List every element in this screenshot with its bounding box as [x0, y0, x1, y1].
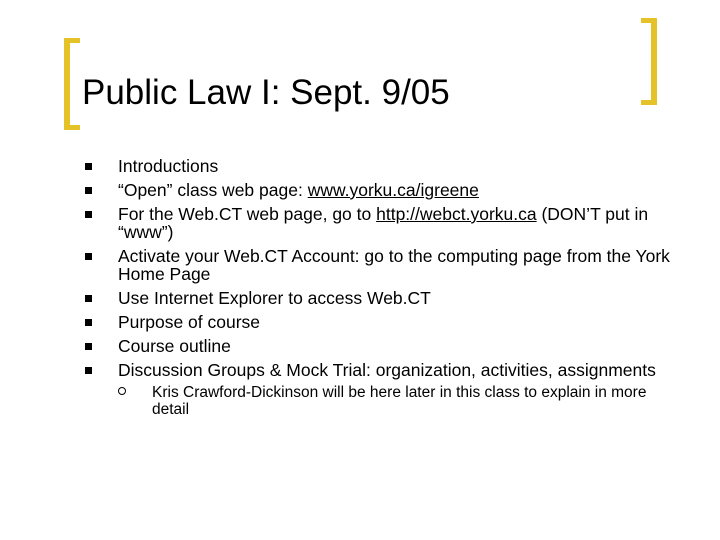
bullet-text: Discussion Groups & Mock Trial: organization, activities, assignments [118, 360, 656, 380]
bullet-open-class-page [85, 181, 685, 199]
bullet-discussion-groups [85, 361, 685, 418]
bullet-internet-explorer [85, 289, 685, 307]
bullet-text: Use Internet Explorer to access Web.CT [118, 288, 431, 308]
bullet-course-outline [85, 337, 685, 355]
hollow-circle-bullet-icon [118, 387, 126, 395]
left-bracket-top-serif [64, 38, 80, 43]
slide-title: Public Law I: Sept. 9/05 [82, 73, 450, 112]
bullet-introductions [85, 157, 685, 175]
square-bullet-icon [85, 187, 92, 194]
square-bullet-icon [85, 295, 92, 302]
right-bracket-top-serif [641, 18, 657, 23]
left-bracket-vertical [64, 38, 70, 130]
right-bracket-vertical [651, 18, 657, 105]
right-bracket-bottom-serif [641, 100, 657, 105]
left-bracket-bottom-serif [64, 125, 80, 130]
bullet-text: Purpose of course [118, 312, 261, 332]
bullet-text: For the Web.CT web page, go to [118, 204, 377, 224]
square-bullet-icon [85, 253, 92, 260]
bullet-text: Course outline [118, 336, 231, 356]
bullet-list [85, 157, 685, 424]
link-webct[interactable]: http://webct.yorku.ca [376, 204, 537, 224]
bullet-text: “Open” class web page: [118, 180, 308, 200]
square-bullet-icon [85, 367, 92, 374]
square-bullet-icon [85, 343, 92, 350]
bullet-text-suffix: (DON’T put in “www”) [118, 204, 649, 242]
square-bullet-icon [85, 163, 92, 170]
square-bullet-icon [85, 211, 92, 218]
bullet-purpose [85, 313, 685, 331]
sub-bullet-text: Kris Crawford-Dickinson will be here later in this class to explain in more detail [152, 384, 647, 418]
square-bullet-icon [85, 319, 92, 326]
bullet-text: Introductions [118, 156, 219, 176]
bullet-activate-account [85, 247, 685, 283]
bullet-text: Activate your Web.CT Account: go to the computing page from the York Home Page [118, 246, 670, 284]
sub-bullet-list [118, 384, 685, 418]
bullet-webct-page [85, 205, 685, 241]
link-class-web-page[interactable]: www.yorku.ca/igreene [307, 180, 479, 200]
sub-bullet-kris [118, 384, 685, 418]
